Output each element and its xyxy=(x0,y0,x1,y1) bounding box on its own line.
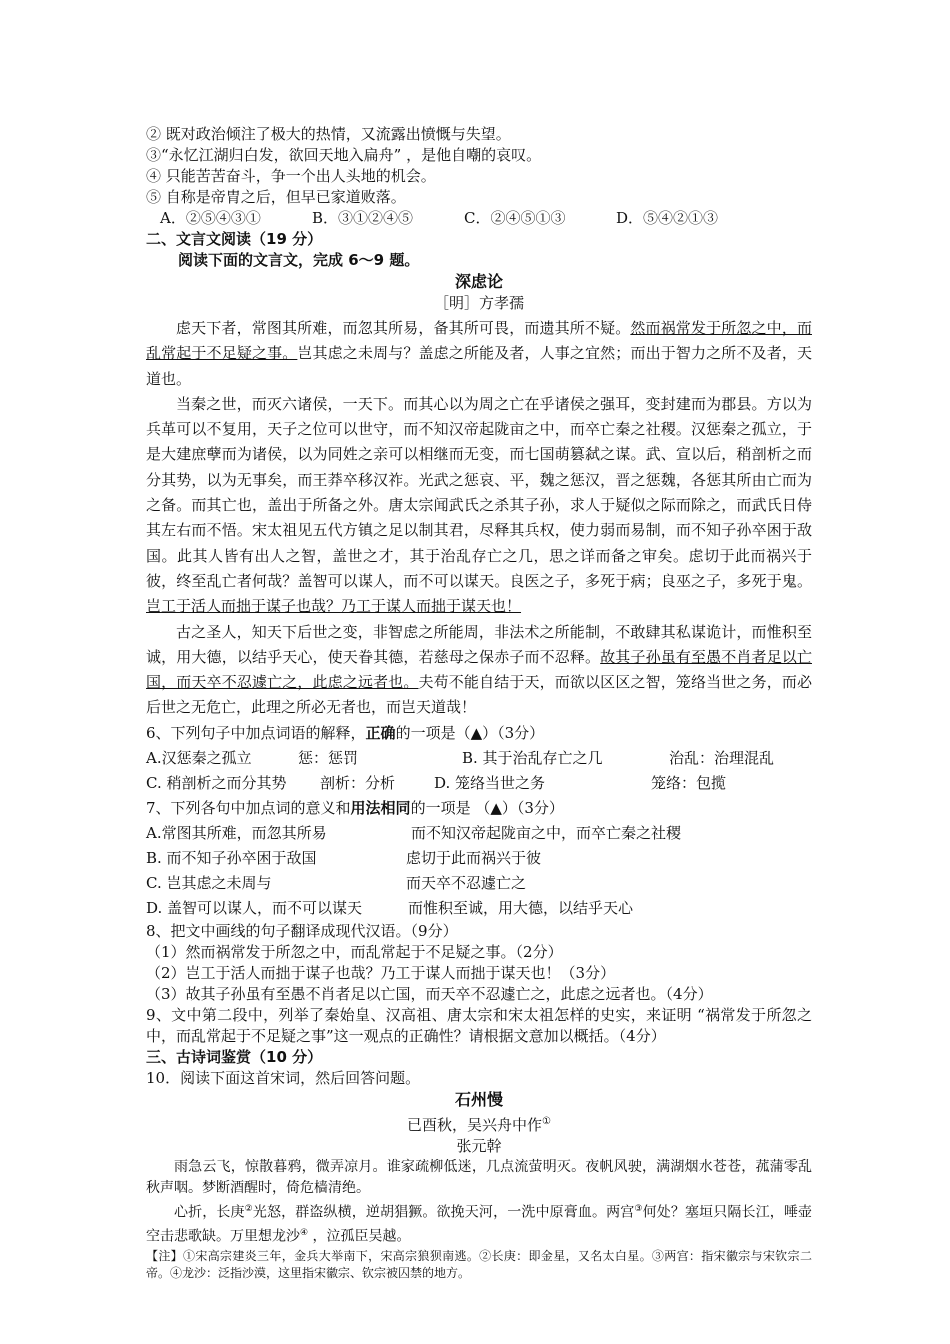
list-item: ③“永忆江湖归白发，欲回天地入扁舟” ，是他自嘲的哀叹。 xyxy=(146,146,542,164)
answer-blank-icon: ▲ xyxy=(470,723,483,742)
list-item: ④ 只能苦苦奋斗，争一个出人头地的机会。 xyxy=(146,167,436,185)
q5-option-d: D．⑤④②①③ xyxy=(616,209,719,227)
q7-option-d: D. 盖智可以谋人，而不可以谋天 xyxy=(146,898,363,917)
passage-title: 深虑论 xyxy=(454,272,503,291)
poem-subtitle: 已酉秋，吴兴舟中作① xyxy=(407,1115,551,1134)
q7-stem: 7、下列各句中加点词的意义和用法相同的一项是 （▲）（3分） xyxy=(146,798,564,817)
answer-blank-icon: ▲ xyxy=(490,798,502,817)
q6-option-c: C. 稍剖析之而分其势 xyxy=(146,773,287,792)
q7-row xyxy=(146,896,812,921)
q7-option-a-pair: 而不知汉帝起陇亩之中，而卒亡秦之社稷 xyxy=(411,823,682,842)
poem-notes: 【注】①宋高宗建炎三年，金兵大举南下，宋高宗狼狈南逃。②长庚：即金星，又名太白星。③两宫：指宋徽宗与宋钦宗二帝。④龙沙：泛指沙漠，这里指宋徽宗、钦宗被囚禁的地方。 xyxy=(146,1249,812,1281)
q7-option-b: B. 而不知子孙卒困于敌国 xyxy=(146,848,317,867)
passage-paragraph: 当秦之世，而灭六诸侯，一天下。而其心以为周之亡在乎诸侯之强耳，变封建而为郡县。方以为兵革可以不复用，天子之位可以世守，而不知汉帝起陇亩之中，而卒亡秦之社稷。汉惩秦之孤立，于是大建庶孽而为诸侯，以为同姓之亲可以相继而无变，而七国萌篡弑之谋。武、宣以后，稍剖析之而分其势，以为无事矣，而王莽卒移汉祚。光武之惩哀、平，魏之惩汉，晋之惩魏，各惩其所由亡而为之备。而其亡也，盖出于所备之外。唐太宗闻武氏之杀其子孙，求人于疑似之际而除之，而武氏日侍其左右而不悟。宋太祖见五代方镇之足以制其君，尽释其兵权，使力弱而易制，而不知子孙卒困于敌国。此其人皆有出人之智，盖世之才，其于治乱存亡之几，思之详而备之审矣。虑切于此而祸兴于彼，终至乱亡者何哉？盖智可以谋人，而不可以谋天。良医之子，多死于病；良巫之子，多死于鬼。岂工于活人而拙于谋子也哉？乃工于谋人而拙于谋天也！ xyxy=(146,394,812,616)
q10-stem: 10．阅读下面这首宋词，然后回答问题。 xyxy=(146,1068,421,1087)
q5-options xyxy=(146,208,812,229)
poem-title: 石州慢 xyxy=(454,1089,503,1109)
q6-stem: 6、下列句子中加点词语的解释，正确的一项是（▲）（3分） xyxy=(146,723,545,742)
underlined-sentence: 故其子孙虽有至愚不肖者足以亡国，而天卒不忍遽亡之，此虑之远者也。 xyxy=(146,647,812,692)
q6-option-a: A.汉惩秦之孤立 xyxy=(146,748,252,767)
q8-item: （1）然而祸常发于所忽之中，而乱常起于不足疑之事。（2分） xyxy=(146,942,563,961)
q6-option-d: D. 笼络当世之务 xyxy=(434,773,546,792)
underlined-sentence: 然而祸常发于所忽之中，而乱常起于不足疑之事。 xyxy=(146,319,812,363)
q7-option-c: C. 岂其虑之未周与 xyxy=(146,873,272,892)
ordering-list xyxy=(146,124,812,208)
q6-option-b-gloss: 治乱：治理混乱 xyxy=(669,748,775,767)
q6-row xyxy=(146,771,812,796)
passage-paragraph: 古之圣人，知天下后世之变，非智虑之所能周，非法术之所能制，不敢肆其私谋诡计，而惟积至诚，用大德，以结乎天心，使天眷其德，若慈母之保赤子而不忍释。故其子孙虽有至愚不肖者足以亡国，而天卒不忍遽亡之，此虑之远者也。夫苟不能自结于天，而欲以区区之智，笼络当世之务，而必后世之无危亡，此理之所必无者也，而岂天道哉！ xyxy=(146,622,812,717)
q7-row xyxy=(146,846,812,871)
q5-option-b: B．③①②④⑤ xyxy=(312,209,414,227)
footnote-mark: ② xyxy=(244,1203,253,1214)
underlined-sentence: 岂工于活人而拙于谋子也哉？乃工于谋人而拙于谋天也！ xyxy=(146,597,522,616)
section-instruction: 阅读下面的文言文，完成 6～9 题。 xyxy=(178,251,420,269)
q6-option-d-gloss: 笼络：包揽 xyxy=(651,773,727,792)
q6-option-b: B. 其于治乱存亡之几 xyxy=(462,748,603,767)
q7-row xyxy=(146,871,812,896)
footnote-mark: ③ xyxy=(634,1203,643,1214)
q7-option-c-pair: 而天卒不忍遽亡之 xyxy=(406,873,527,892)
passage-author: ［明］方孝孺 xyxy=(433,294,524,312)
q8-item: （3）故其子孙虽有至愚不肖者足以亡国，而天卒不忍遽亡之，此虑之远者也。（4分） xyxy=(146,984,713,1003)
list-item: ⑤ 自称是帝胄之后，但早已家道败落。 xyxy=(146,188,406,206)
list-item: ② 既对政治倾注了极大的热情，又流露出愤慨与失望。 xyxy=(146,125,511,143)
exam-page xyxy=(146,124,812,1282)
q9-stem: 9、文中第二段中，列举了秦始皇、汉高祖、唐太宗和宋太祖怎样的史实，来证明 “祸常发于所忽之中，而乱常起于不足疑之事”这一观点的正确性？请根据文意加以概括。（4分） xyxy=(146,1005,812,1045)
q7-option-b-pair: 虑切于此而祸兴于彼 xyxy=(406,848,542,867)
q5-option-c: C．②④⑤①③ xyxy=(464,209,566,227)
q8-stem: 8、把文中画线的句子翻译成现代汉语。（9分） xyxy=(146,921,458,940)
section-heading: 二、文言文阅读（19 分） xyxy=(146,230,323,248)
section-heading: 三、古诗词鉴赏（10 分） xyxy=(146,1047,323,1066)
footnote-mark: ④ xyxy=(300,1228,309,1239)
q5-option-a: A．②⑤④③① xyxy=(160,209,261,227)
q8-item: （2）岂工于活人而拙于谋子也哉？乃工于谋人而拙于谋天也！（3分） xyxy=(146,963,616,982)
q7-option-a: A.常图其所难，而忽其所易 xyxy=(146,823,327,842)
q6-row xyxy=(146,746,812,771)
poem-author: 张元幹 xyxy=(456,1136,502,1155)
passage-paragraph: 虑天下者，常图其所难，而忽其所易，备其所可畏，而遗其所不疑。然而祸常发于所忽之中，而乱常起于不足疑之事。岂其虑之未周与？盖虑之所能及者，人事之宜然；而出于智力之所不及者，天道也。 xyxy=(146,319,812,388)
poem-verse: 心折，长庚②光怒，群盗纵横，逆胡猖獗。欲挽天河，一洗中原膏血。两宫③何处？塞垣只隔长江，唾壶空击悲歌缺。万里想龙沙④ ，泣孤臣吴越。 xyxy=(146,1203,813,1246)
footnote-mark: ① xyxy=(542,1115,551,1127)
q6-option-a-gloss: 惩：惩罚 xyxy=(298,748,359,767)
q7-row xyxy=(146,821,812,846)
q7-option-d-pair: 而惟积至诚，用大德，以结乎天心 xyxy=(408,898,634,917)
poem-verse: 雨急云飞，惊散暮鸦，微弄凉月。谁家疏柳低迷，几点流萤明灭。夜帆风驶，满湖烟水苍苍，菰蒲零乱秋声咽。梦断酒醒时，倚危樯清绝。 xyxy=(146,1158,812,1196)
q6-option-c-gloss: 剖析：分析 xyxy=(320,773,396,792)
